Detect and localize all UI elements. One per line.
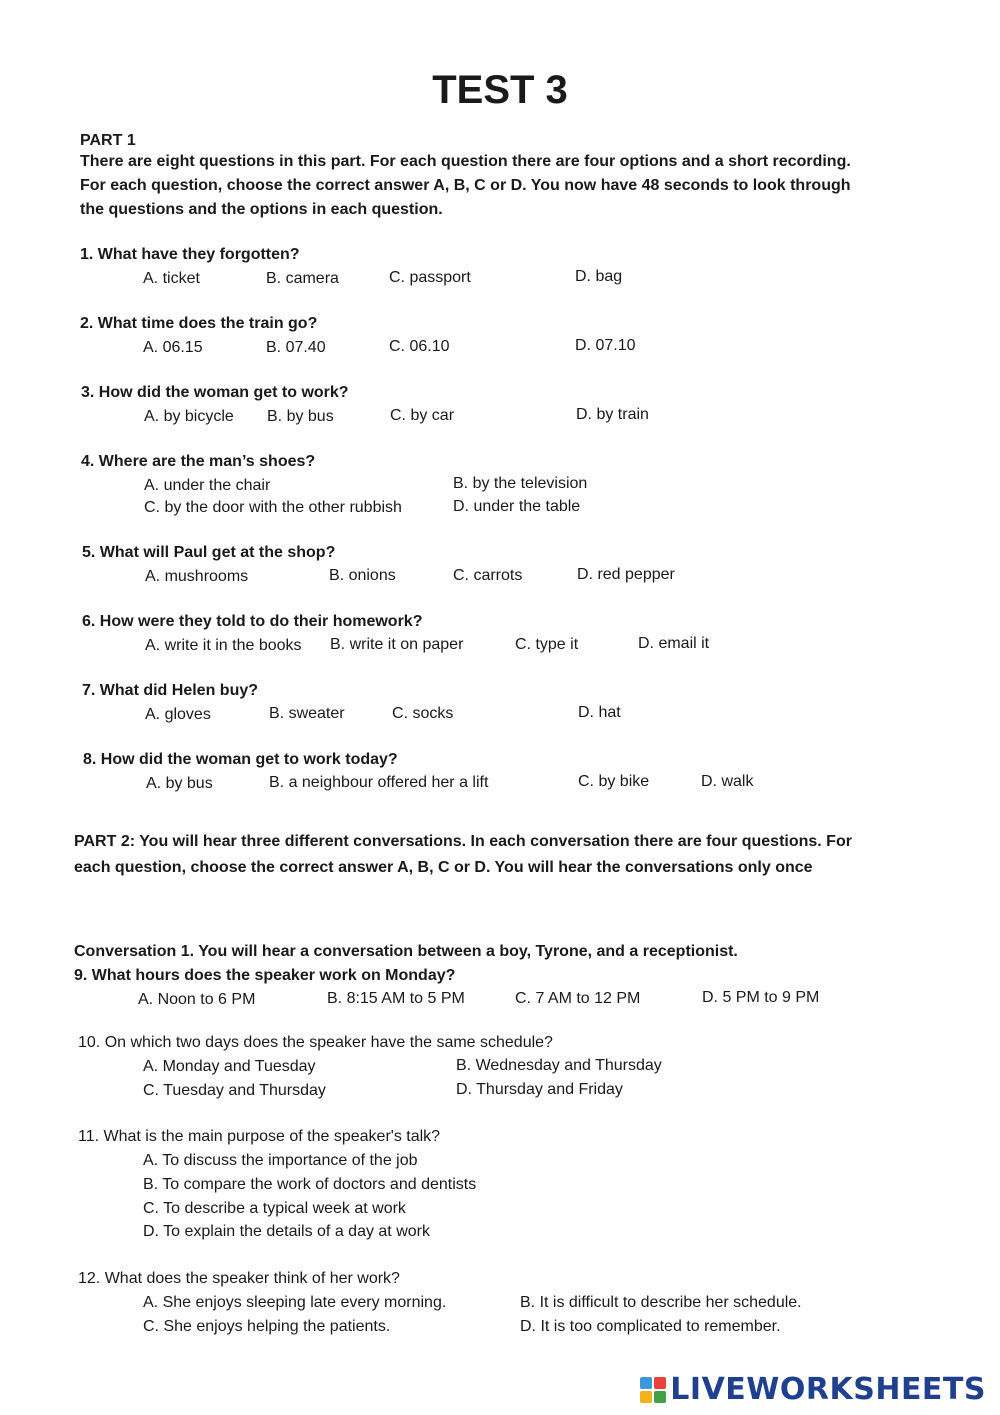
q7-option-b[interactable]: B. sweater — [269, 705, 345, 722]
question-2: 2. What time does the train go? — [80, 315, 318, 332]
logo-text: LIVEWORKSHEETS — [670, 1372, 986, 1407]
q10-option-a[interactable]: A. Monday and Tuesday — [143, 1058, 316, 1075]
question-3: 3. How did the woman get to work? — [81, 384, 349, 401]
q11-option-d[interactable]: D. To explain the details of a day at work — [143, 1223, 430, 1240]
question-7: 7. What did Helen buy? — [82, 682, 259, 699]
question-4: 4. Where are the man’s shoes? — [81, 453, 316, 470]
q12-option-a[interactable]: A. She enjoys sleeping late every morning. — [143, 1294, 447, 1311]
part1-instructions: There are eight questions in this part. For each question there are four options and a short recording. For each question, choose the correct answer A, B, C or D. You now have 48 seconds to look through the questions and the options in each question. — [80, 153, 851, 218]
question-9: 9. What hours does the speaker work on Monday? — [74, 967, 456, 984]
q11-option-a[interactable]: A. To discuss the importance of the job — [143, 1152, 418, 1169]
q3-option-b[interactable]: B. by bus — [267, 408, 334, 425]
q5-option-a[interactable]: A. mushrooms — [145, 568, 249, 585]
q8-option-d[interactable]: D. walk — [701, 773, 754, 790]
question-11: 11. What is the main purpose of the speaker's talk? — [78, 1128, 441, 1145]
q12-option-b[interactable]: B. It is difficult to describe her schedule. — [520, 1294, 802, 1311]
q12-option-c[interactable]: C. She enjoys helping the patients. — [143, 1318, 391, 1335]
q6-option-a[interactable]: A. write it in the books — [145, 637, 302, 654]
q5-option-d[interactable]: D. red pepper — [577, 566, 675, 583]
question-5: 5. What will Paul get at the shop? — [82, 544, 336, 561]
page-title: TEST 3 — [432, 68, 568, 112]
q9-option-d[interactable]: D. 5 PM to 9 PM — [702, 989, 820, 1006]
q3-option-a[interactable]: A. by bicycle — [144, 408, 234, 425]
q11-option-b[interactable]: B. To compare the work of doctors and dentists — [143, 1176, 477, 1193]
q1-option-b[interactable]: B. camera — [266, 270, 339, 287]
q6-option-d[interactable]: D. email it — [638, 635, 710, 652]
q1-option-d[interactable]: D. bag — [575, 268, 623, 285]
q9-option-c[interactable]: C. 7 AM to 12 PM — [515, 990, 641, 1007]
q6-option-b[interactable]: B. write it on paper — [330, 636, 464, 653]
q5-option-c[interactable]: C. carrots — [453, 567, 523, 584]
part1-heading: PART 1 — [80, 132, 136, 149]
q4-option-c[interactable]: C. by the door with the other rubbish — [144, 499, 402, 516]
q1-option-a[interactable]: A. ticket — [143, 270, 200, 287]
q3-option-d[interactable]: D. by train — [576, 406, 649, 423]
q10-option-b[interactable]: B. Wednesday and Thursday — [456, 1057, 662, 1074]
q7-option-a[interactable]: A. gloves — [145, 706, 211, 723]
part2-instructions: PART 2: You will hear three different conversations. In each conversation there are four questions. For each question, choose the correct answer A, B, C or D. You will hear the conversations only once — [74, 833, 852, 876]
q8-option-a[interactable]: A. by bus — [146, 775, 213, 792]
q9-option-b[interactable]: B. 8:15 AM to 5 PM — [327, 990, 465, 1007]
q11-option-c[interactable]: C. To describe a typical week at work — [143, 1200, 406, 1217]
q2-option-d[interactable]: D. 07.10 — [575, 337, 636, 354]
logo-grid-icon — [640, 1377, 666, 1403]
question-6: 6. How were they told to do their homework? — [82, 613, 423, 630]
q7-option-c[interactable]: C. socks — [392, 705, 454, 722]
question-1: 1. What have they forgotten? — [80, 246, 300, 263]
q8-option-c[interactable]: C. by bike — [578, 773, 650, 790]
question-12: 12. What does the speaker think of her work? — [78, 1270, 400, 1287]
q5-option-b[interactable]: B. onions — [329, 567, 396, 584]
q6-option-c[interactable]: C. type it — [515, 636, 579, 653]
q1-option-c[interactable]: C. passport — [389, 269, 471, 286]
q4-option-a[interactable]: A. under the chair — [144, 477, 271, 494]
q4-option-b[interactable]: B. by the television — [453, 475, 588, 492]
q2-option-c[interactable]: C. 06.10 — [389, 338, 450, 355]
q10-option-d[interactable]: D. Thursday and Friday — [456, 1081, 623, 1098]
q7-option-d[interactable]: D. hat — [578, 704, 621, 721]
question-10: 10. On which two days does the speaker have the same schedule? — [78, 1034, 553, 1051]
q3-option-c[interactable]: C. by car — [390, 407, 455, 424]
liveworksheets-logo — [640, 1372, 986, 1407]
q2-option-a[interactable]: A. 06.15 — [143, 339, 203, 356]
q9-option-a[interactable]: A. Noon to 6 PM — [138, 991, 256, 1008]
q2-option-b[interactable]: B. 07.40 — [266, 339, 326, 356]
q4-option-d[interactable]: D. under the table — [453, 498, 581, 515]
q8-option-b[interactable]: B. a neighbour offered her a lift — [269, 774, 489, 791]
q12-option-d[interactable]: D. It is too complicated to remember. — [520, 1318, 781, 1335]
conversation-1-heading: Conversation 1. You will hear a conversation between a boy, Tyrone, and a receptionist. — [74, 943, 738, 960]
q10-option-c[interactable]: C. Tuesday and Thursday — [143, 1082, 326, 1099]
question-8: 8. How did the woman get to work today? — [83, 751, 398, 768]
